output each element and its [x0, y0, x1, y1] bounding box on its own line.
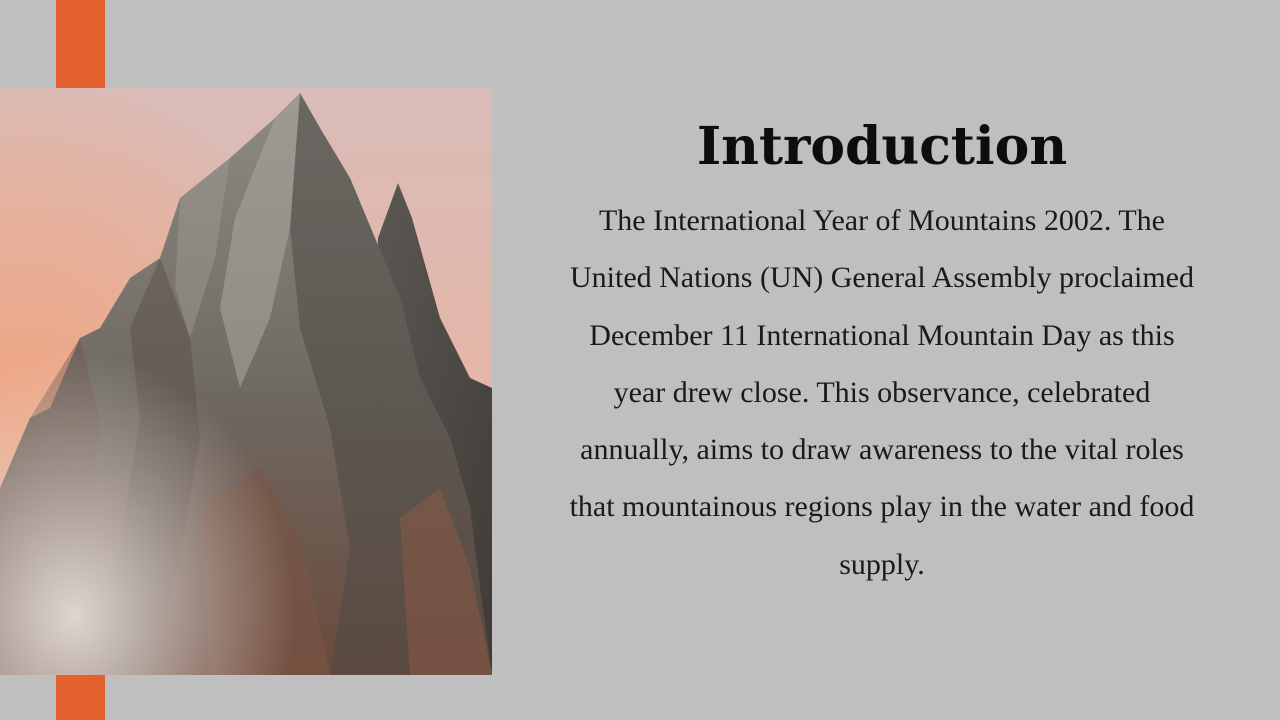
slide-title: Introduction	[696, 116, 1068, 177]
accent-bar-bottom	[56, 675, 105, 720]
slide-body-text: The International Year of Mountains 2002. The United Nations (UN) General Assembly proclaimed December 11 International Mountain Day as this year drew close. This observance, celebrated annually, aims to draw awareness to the vital roles that mountainous regions play in the water and food supply.	[569, 204, 1195, 581]
accent-bar-top	[56, 0, 105, 88]
mountain-peak-photo	[0, 88, 492, 675]
